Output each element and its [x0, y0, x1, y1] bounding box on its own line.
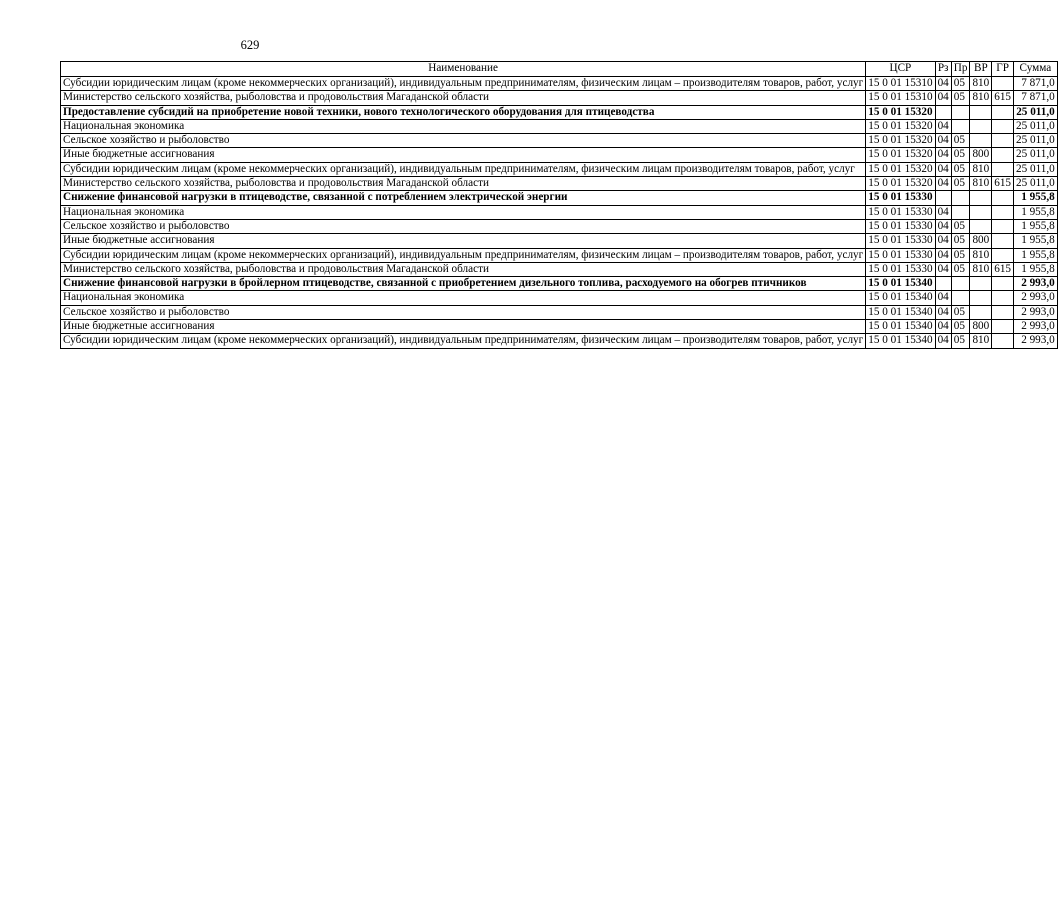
cell-csr: 15 0 01 15320	[866, 177, 935, 191]
cell-rz: 04	[935, 305, 951, 319]
cell-vr	[970, 205, 992, 219]
cell-gr	[992, 277, 1014, 291]
cell-csr: 15 0 01 15320	[866, 105, 935, 119]
cell-pr: 05	[951, 219, 970, 233]
cell-name: Министерство сельского хозяйства, рыболовства и продовольствия Магаданской области	[61, 262, 866, 276]
cell-csr: 15 0 01 15330	[866, 262, 935, 276]
cell-gr: 615	[992, 262, 1014, 276]
cell-name: Субсидии юридическим лицам (кроме некоммерческих организаций), индивидуальным предпринимателям, физическим лицам – производителям товаров, работ, услуг	[61, 77, 866, 91]
cell-pr	[951, 119, 970, 133]
page-number: 629	[240, 38, 260, 52]
cell-vr	[970, 305, 992, 319]
cell-vr	[970, 105, 992, 119]
cell-vr: 810	[970, 262, 992, 276]
table-row	[61, 162, 1058, 176]
cell-rz: 04	[935, 134, 951, 148]
cell-csr: 15 0 01 15340	[866, 334, 935, 348]
cell-vr: 810	[970, 177, 992, 191]
cell-gr: 615	[992, 91, 1014, 105]
cell-sum: 1 955,8	[1014, 205, 1058, 219]
cell-sum: 2 993,0	[1014, 334, 1058, 348]
cell-csr: 15 0 01 15320	[866, 119, 935, 133]
cell-vr: 810	[970, 248, 992, 262]
cell-name: Министерство сельского хозяйства, рыболовства и продовольствия Магаданской области	[61, 177, 866, 191]
cell-rz: 04	[935, 334, 951, 348]
header-rz: Рз	[935, 62, 951, 77]
cell-sum: 2 993,0	[1014, 277, 1058, 291]
cell-csr: 15 0 01 15340	[866, 277, 935, 291]
cell-vr	[970, 291, 992, 305]
cell-csr: 15 0 01 15320	[866, 134, 935, 148]
cell-name: Сельское хозяйство и рыболовство	[61, 134, 866, 148]
table-row	[61, 91, 1058, 105]
cell-sum: 25 011,0	[1014, 134, 1058, 148]
cell-rz: 04	[935, 205, 951, 219]
header-sum: Сумма	[1014, 62, 1058, 77]
cell-sum: 2 993,0	[1014, 291, 1058, 305]
cell-sum: 1 955,8	[1014, 234, 1058, 248]
cell-sum: 25 011,0	[1014, 119, 1058, 133]
table-header-row	[61, 62, 1058, 77]
cell-vr: 810	[970, 162, 992, 176]
table-row	[61, 291, 1058, 305]
cell-gr	[992, 291, 1014, 305]
cell-rz: 04	[935, 177, 951, 191]
cell-rz: 04	[935, 234, 951, 248]
cell-csr: 15 0 01 15310	[866, 77, 935, 91]
cell-gr	[992, 305, 1014, 319]
cell-pr: 05	[951, 248, 970, 262]
cell-rz: 04	[935, 119, 951, 133]
table-row	[61, 134, 1058, 148]
cell-vr: 810	[970, 334, 992, 348]
cell-gr: 615	[992, 177, 1014, 191]
cell-gr	[992, 320, 1014, 334]
cell-csr: 15 0 01 15320	[866, 162, 935, 176]
table-row	[61, 119, 1058, 133]
cell-csr: 15 0 01 15340	[866, 305, 935, 319]
cell-rz	[935, 277, 951, 291]
table-row	[61, 177, 1058, 191]
header-gr: ГР	[992, 62, 1014, 77]
table-row	[61, 305, 1058, 319]
cell-rz	[935, 105, 951, 119]
cell-gr	[992, 134, 1014, 148]
table-row	[61, 105, 1058, 119]
cell-gr	[992, 205, 1014, 219]
table-row	[61, 277, 1058, 291]
cell-pr: 05	[951, 162, 970, 176]
budget-table	[60, 61, 1058, 349]
cell-sum: 1 955,8	[1014, 191, 1058, 205]
cell-vr: 800	[970, 320, 992, 334]
cell-name: Предоставление субсидий на приобретение новой техники, нового технологического оборудования для птицеводства	[61, 105, 866, 119]
cell-name: Сельское хозяйство и рыболовство	[61, 305, 866, 319]
cell-csr: 15 0 01 15320	[866, 148, 935, 162]
table-row	[61, 205, 1058, 219]
cell-pr: 05	[951, 134, 970, 148]
cell-gr	[992, 219, 1014, 233]
cell-pr	[951, 105, 970, 119]
cell-pr: 05	[951, 334, 970, 348]
cell-name: Иные бюджетные ассигнования	[61, 234, 866, 248]
cell-vr	[970, 219, 992, 233]
cell-gr	[992, 105, 1014, 119]
cell-name: Национальная экономика	[61, 291, 866, 305]
cell-sum: 1 955,8	[1014, 219, 1058, 233]
cell-name: Иные бюджетные ассигнования	[61, 320, 866, 334]
cell-gr	[992, 191, 1014, 205]
table-body	[61, 77, 1058, 349]
cell-rz	[935, 191, 951, 205]
header-name: Наименование	[61, 62, 866, 77]
cell-pr	[951, 277, 970, 291]
cell-rz: 04	[935, 320, 951, 334]
table-row	[61, 219, 1058, 233]
header-pr: Пр	[951, 62, 970, 77]
cell-name: Национальная экономика	[61, 205, 866, 219]
table-row	[61, 77, 1058, 91]
cell-sum: 7 871,0	[1014, 77, 1058, 91]
cell-vr: 800	[970, 148, 992, 162]
cell-sum: 25 011,0	[1014, 177, 1058, 191]
cell-sum: 1 955,8	[1014, 262, 1058, 276]
cell-pr: 05	[951, 177, 970, 191]
cell-rz: 04	[935, 91, 951, 105]
cell-name: Снижение финансовой нагрузки в птицеводстве, связанной с потреблением электрической энергии	[61, 191, 866, 205]
cell-name: Субсидии юридическим лицам (кроме некоммерческих организаций), индивидуальным предпринимателям, физическим лицам – производителям товаров, работ, услуг	[61, 334, 866, 348]
cell-name: Министерство сельского хозяйства, рыболовства и продовольствия Магаданской области	[61, 91, 866, 105]
table-row	[61, 262, 1058, 276]
cell-csr: 15 0 01 15340	[866, 320, 935, 334]
table-row	[61, 334, 1058, 348]
cell-csr: 15 0 01 15340	[866, 291, 935, 305]
cell-sum: 25 011,0	[1014, 162, 1058, 176]
table-row	[61, 234, 1058, 248]
cell-rz: 04	[935, 148, 951, 162]
cell-pr: 05	[951, 234, 970, 248]
cell-rz: 04	[935, 219, 951, 233]
cell-vr	[970, 191, 992, 205]
cell-rz: 04	[935, 162, 951, 176]
cell-sum: 25 011,0	[1014, 148, 1058, 162]
cell-vr: 810	[970, 77, 992, 91]
cell-name: Национальная экономика	[61, 119, 866, 133]
cell-rz: 04	[935, 291, 951, 305]
cell-vr: 810	[970, 91, 992, 105]
cell-name: Сельское хозяйство и рыболовство	[61, 219, 866, 233]
cell-vr	[970, 277, 992, 291]
cell-pr	[951, 191, 970, 205]
cell-name: Снижение финансовой нагрузки в бройлерном птицеводстве, связанной с приобретением дизельного топлива, расходуемого на обогрев птичников	[61, 277, 866, 291]
cell-sum: 7 871,0	[1014, 91, 1058, 105]
cell-gr	[992, 148, 1014, 162]
cell-rz: 04	[935, 77, 951, 91]
cell-pr: 05	[951, 91, 970, 105]
cell-sum: 2 993,0	[1014, 320, 1058, 334]
cell-csr: 15 0 01 15330	[866, 248, 935, 262]
cell-rz: 04	[935, 262, 951, 276]
cell-csr: 15 0 01 15310	[866, 91, 935, 105]
cell-pr	[951, 205, 970, 219]
cell-vr: 800	[970, 234, 992, 248]
cell-vr	[970, 119, 992, 133]
cell-rz: 04	[935, 248, 951, 262]
table-row	[61, 320, 1058, 334]
cell-pr: 05	[951, 320, 970, 334]
cell-csr: 15 0 01 15330	[866, 191, 935, 205]
cell-gr	[992, 77, 1014, 91]
cell-gr	[992, 234, 1014, 248]
table-row	[61, 191, 1058, 205]
cell-pr	[951, 291, 970, 305]
cell-pr: 05	[951, 262, 970, 276]
header-csr: ЦСР	[866, 62, 935, 77]
cell-name: Субсидии юридическим лицам (кроме некоммерческих организаций), индивидуальным предпринимателям, физическим лицам производителям товаров, работ, услуг	[61, 162, 866, 176]
header-vr: ВР	[970, 62, 992, 77]
table-row	[61, 248, 1058, 262]
cell-pr: 05	[951, 77, 970, 91]
cell-gr	[992, 119, 1014, 133]
cell-gr	[992, 334, 1014, 348]
table-row	[61, 148, 1058, 162]
cell-pr: 05	[951, 148, 970, 162]
cell-csr: 15 0 01 15330	[866, 205, 935, 219]
cell-sum: 2 993,0	[1014, 305, 1058, 319]
cell-gr	[992, 248, 1014, 262]
cell-pr: 05	[951, 305, 970, 319]
cell-sum: 1 955,8	[1014, 248, 1058, 262]
cell-vr	[970, 134, 992, 148]
cell-csr: 15 0 01 15330	[866, 234, 935, 248]
cell-name: Субсидии юридическим лицам (кроме некоммерческих организаций), индивидуальным предпринимателям, физическим лицам – производителям товаров, работ, услуг	[61, 248, 866, 262]
cell-name: Иные бюджетные ассигнования	[61, 148, 866, 162]
cell-sum: 25 011,0	[1014, 105, 1058, 119]
cell-gr	[992, 162, 1014, 176]
cell-csr: 15 0 01 15330	[866, 219, 935, 233]
